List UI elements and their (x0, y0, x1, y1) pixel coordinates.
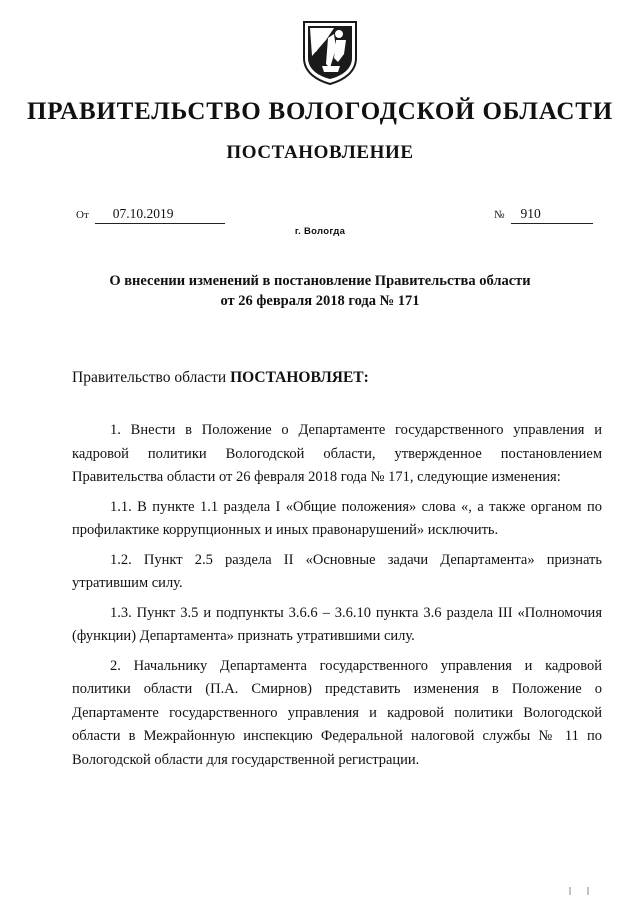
number-label: № (494, 209, 505, 221)
subject-line-1: О внесении изменений в постановление Правительства области (109, 273, 531, 289)
paragraph-1-2: 1.2. Пункт 2.5 раздела II «Основные задачи Департамента» признать утратившим силу. (72, 551, 602, 591)
document-type-title: ПОСТАНОВЛЕНИЕ (226, 142, 414, 163)
paragraph-1-1: 1.1. В пункте 1.1 раздела I «Общие положения» слова «, а также органом по профилактике коррупционных и иных правонарушений» исключить. (72, 498, 602, 538)
paragraph-1-3: 1.3. Пункт 3.5 и подпункты 3.6.6 – 3.6.10 пункта 3.6 раздела III «Полномочия (функции) Департамента» признать утратившими силу. (72, 604, 602, 644)
city-label: г. Вологда (294, 226, 346, 237)
date-value: 07.10.2019 (95, 206, 225, 224)
subject-line-2: от 26 февраля 2018 года № 171 (220, 293, 420, 309)
number-value: 910 (511, 206, 593, 224)
preamble-text: Правительство области (72, 369, 227, 386)
date-label: От (76, 209, 89, 221)
document-subject (0, 271, 640, 311)
scan-marks (568, 886, 592, 896)
vologda-coat-of-arms-icon (300, 18, 360, 86)
document-date (76, 206, 225, 224)
paragraph-2: 2. Начальнику Департамента государственного управления и кадровой политики области (П.А. Смирнов) представить изменения в Положение о Департаменте государственного управления и кадровой политики Вологодской области в Межрайонную инспекцию Федеральной налоговой службы № 11 по Вологодской области для государственной регистрации. (72, 657, 602, 768)
document-body (72, 419, 602, 778)
preamble-emphasis: ПОСТАНОВЛЯЕТ: (230, 369, 369, 386)
government-title: ПРАВИТЕЛЬСТВО ВОЛОГОДСКОЙ ОБЛАСТИ (26, 98, 614, 125)
preamble (72, 369, 369, 387)
paragraph-1: 1. Внести в Положение о Департаменте государственного управления и кадровой политики Вологодской области, утвержденное постановлением Правительства области от 26 февраля 2018 года № 171, следующие изменения: (72, 422, 602, 485)
document-number (494, 206, 593, 224)
